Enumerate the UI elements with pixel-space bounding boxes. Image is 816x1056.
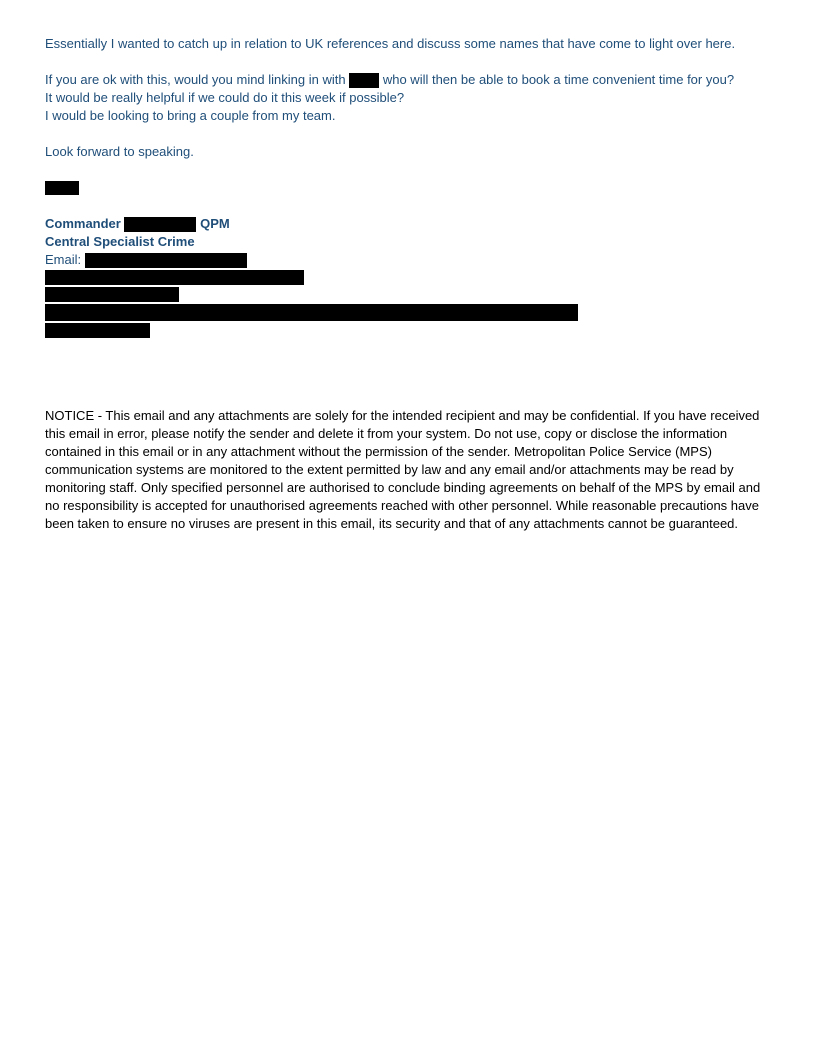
- redaction-sender-email: [85, 253, 247, 268]
- signature-honour: QPM: [200, 216, 230, 231]
- redaction-sender-first-name: [45, 181, 79, 195]
- signature-email-line: [45, 251, 775, 269]
- redaction-signature-line-2: [45, 287, 179, 302]
- redaction-sender-name: [124, 217, 196, 232]
- spacer: [45, 161, 775, 179]
- email-closing: Look forward to speaking.: [45, 144, 194, 159]
- email-paragraph-team: I would be looking to bring a couple from my team.: [45, 108, 336, 123]
- redaction-contact-name: [349, 73, 379, 88]
- legal-notice: NOTICE - This email and any attachments are solely for the intended recipient and may be confidential. If you have received this email in error, please notify the sender and delete it from your system. Do not use, copy or disclose the information contained in this email or in any attachment without the permission of the sender. Metropolitan Police Service (MPS) communication systems are monitored to the extent permitted by law and any email and/or attachments may be read by monitoring staff. Only specified personnel are authorised to conclude binding agreements on behalf of the MPS by email and no responsibility is accepted for unauthorised agreements reached with other personnel. While reasonable precautions have been taken to ensure no viruses are present in this email, its security and that of any attachments cannot be guaranteed.: [45, 408, 761, 531]
- spacer: [45, 197, 775, 215]
- spacer: [45, 53, 775, 71]
- redaction-signature-line-1: [45, 270, 304, 285]
- spacer: [45, 125, 775, 143]
- signature-email-label: Email:: [45, 252, 82, 267]
- email-body: [45, 35, 775, 340]
- signature-first-name-line: [45, 179, 775, 197]
- linking-text-after: who will then be able to book a time convenient time for you?: [382, 72, 735, 87]
- linking-text-before: If you are ok with this, would you mind linking in with: [45, 72, 346, 87]
- redaction-signature-line-3: [45, 304, 578, 321]
- email-paragraph-catch-up: Essentially I wanted to catch up in relation to UK references and discuss some names that have come to light over here.: [45, 36, 736, 51]
- redaction-signature-line-4: [45, 323, 150, 338]
- signature-name-line: [45, 215, 775, 233]
- signature-rank: Commander: [45, 216, 121, 231]
- email-paragraph-linking: [45, 71, 775, 89]
- email-paragraph-this-week: It would be really helpful if we could do it this week if possible?: [45, 90, 405, 105]
- signature-unit: Central Specialist Crime: [45, 234, 195, 249]
